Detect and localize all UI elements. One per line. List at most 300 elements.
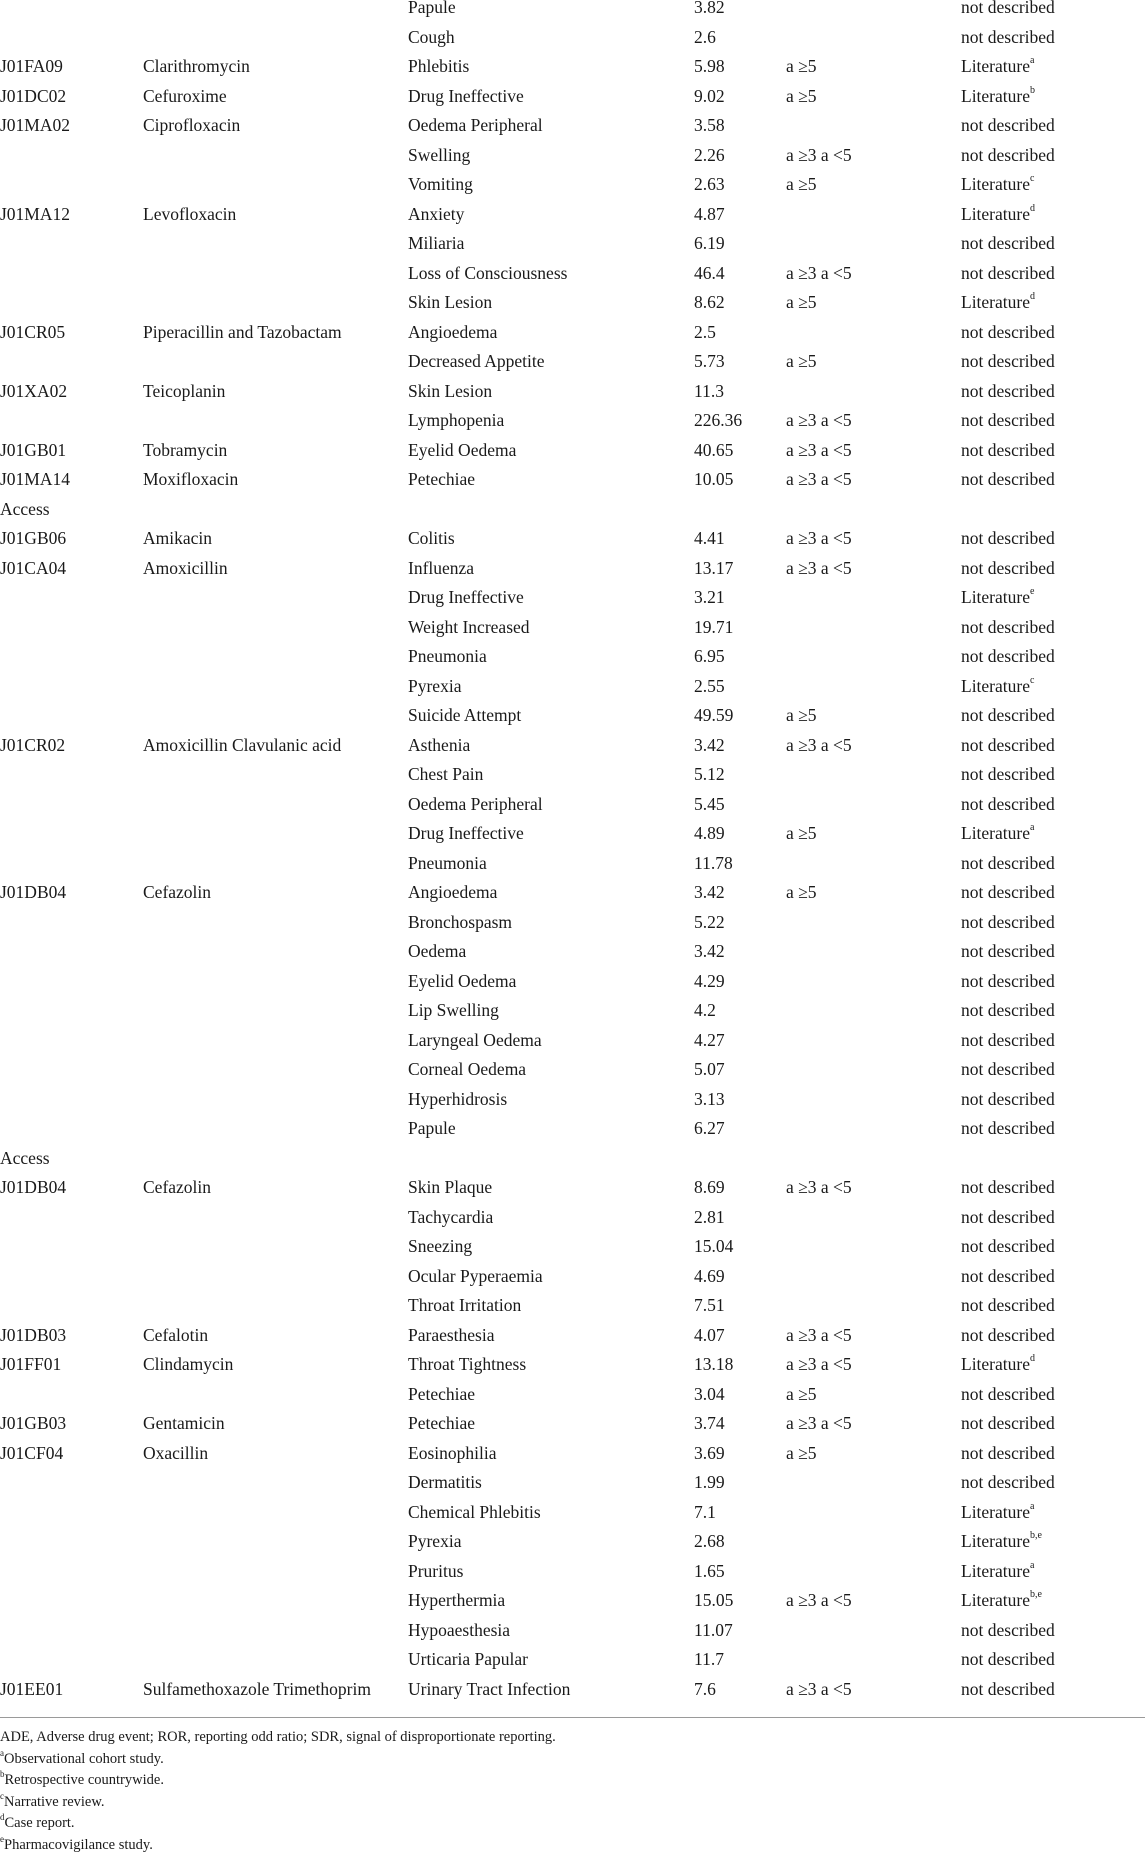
ror-value-cell: 5.22 (694, 912, 725, 932)
atc-code-cell: J01CR02 (0, 735, 65, 755)
adverse-event-cell: Vomiting (408, 174, 473, 194)
table-row (0, 590, 1145, 620)
reference-text: not described (961, 1236, 1055, 1256)
table-row (0, 1092, 1145, 1122)
drug-name-cell: Cefalotin (143, 1325, 208, 1345)
ror-value-cell: 19.71 (694, 617, 733, 637)
adverse-event-cell: Drug Ineffective (408, 823, 524, 843)
atc-code-cell: J01DB04 (0, 882, 66, 902)
reference-footnote-marker: c (1030, 675, 1034, 686)
table-row (0, 1298, 1145, 1328)
adverse-event-cell: Colitis (408, 528, 455, 548)
reference-text: not described (961, 705, 1055, 725)
sdr-cell: a ≥3 a <5 (786, 410, 852, 430)
adverse-event-cell: Swelling (408, 145, 470, 165)
adverse-event-cell: Pneumonia (408, 853, 487, 873)
adverse-event-cell: Ocular Pyperaemia (408, 1266, 543, 1286)
ror-value-cell: 3.69 (694, 1443, 725, 1463)
reference-cell (961, 1118, 1055, 1138)
reference-footnote-marker: a (1030, 1560, 1034, 1571)
table-row (0, 0, 1145, 30)
reference-cell (961, 676, 1034, 696)
ror-value-cell: 1.65 (694, 1561, 725, 1581)
reference-cell (961, 1177, 1055, 1197)
reference-text: not described (961, 617, 1055, 637)
reference-cell (961, 263, 1055, 283)
table-row (0, 1180, 1145, 1210)
table-row (0, 856, 1145, 886)
reference-text: not described (961, 1679, 1055, 1699)
ror-value-cell: 3.42 (694, 882, 725, 902)
adverse-event-cell: Phlebitis (408, 56, 469, 76)
reference-cell (961, 1502, 1034, 1522)
reference-text: not described (961, 764, 1055, 784)
reference-cell (961, 1207, 1055, 1227)
reference-text: not described (961, 233, 1055, 253)
sdr-cell: a ≥5 (786, 56, 817, 76)
adverse-event-cell: Influenza (408, 558, 474, 578)
atc-code-cell: J01DB03 (0, 1325, 66, 1345)
atc-code-cell: J01EE01 (0, 1679, 63, 1699)
reference-footnote-marker: a (1030, 55, 1034, 66)
ror-value-cell: 2.81 (694, 1207, 725, 1227)
ror-value-cell: 46.4 (694, 263, 725, 283)
ror-value-cell: 5.45 (694, 794, 725, 814)
reference-text: not described (961, 381, 1055, 401)
sdr-cell: a ≥5 (786, 1384, 817, 1404)
adverse-event-cell: Papule (408, 0, 456, 17)
reference-cell (961, 1649, 1055, 1669)
reference-text: not described (961, 1030, 1055, 1050)
footnote-line (0, 1749, 1145, 1771)
reference-text: Literature (961, 174, 1030, 194)
reference-cell (961, 1472, 1055, 1492)
table-row (0, 944, 1145, 974)
ror-value-cell: 2.5 (694, 322, 716, 342)
reference-cell (961, 27, 1055, 47)
reference-cell (961, 1030, 1055, 1050)
reference-cell (961, 971, 1055, 991)
reference-footnote-marker: c (1030, 173, 1034, 184)
ror-value-cell: 3.13 (694, 1089, 725, 1109)
table-row (0, 826, 1145, 856)
ror-value-cell: 1.99 (694, 1472, 725, 1492)
adverse-event-cell: Throat Irritation (408, 1295, 521, 1315)
reference-text: not described (961, 1089, 1055, 1109)
reference-cell (961, 204, 1035, 224)
adverse-event-cell: Angioedema (408, 322, 497, 342)
ror-value-cell: 2.26 (694, 145, 725, 165)
reference-cell (961, 1561, 1034, 1581)
reference-cell (961, 292, 1035, 312)
table-row (0, 649, 1145, 679)
atc-code-cell: J01GB03 (0, 1413, 66, 1433)
footnote-marker: a (0, 1748, 4, 1758)
reference-footnote-marker: d (1030, 1353, 1035, 1364)
reference-cell (961, 1531, 1042, 1551)
table-row (0, 1475, 1145, 1505)
table-row (0, 1062, 1145, 1092)
ror-value-cell: 40.65 (694, 440, 733, 460)
ror-value-cell: 8.62 (694, 292, 725, 312)
reference-cell (961, 617, 1055, 637)
reference-text: Literature (961, 1561, 1030, 1581)
atc-code-cell: J01DC02 (0, 86, 66, 106)
table-row (0, 1593, 1145, 1623)
adverse-event-cell: Petechiae (408, 469, 475, 489)
reference-cell (961, 322, 1055, 342)
sdr-cell: a ≥5 (786, 351, 817, 371)
reference-text: not described (961, 1207, 1055, 1227)
drug-name-cell: Moxifloxacin (143, 469, 238, 489)
reference-text: Literature (961, 1590, 1030, 1610)
sdr-cell: a ≥5 (786, 705, 817, 725)
atc-code-cell: J01GB01 (0, 440, 66, 460)
atc-code-cell: J01CF04 (0, 1443, 63, 1463)
table-row (0, 1387, 1145, 1417)
reference-cell (961, 1295, 1055, 1315)
reference-cell (961, 1325, 1055, 1345)
ror-value-cell: 15.04 (694, 1236, 733, 1256)
ror-value-cell: 9.02 (694, 86, 725, 106)
reference-footnote-marker: b,e (1030, 1530, 1042, 1541)
drug-name-cell: Sulfamethoxazole Trimethoprim (143, 1679, 371, 1699)
reference-cell (961, 528, 1055, 548)
table-footnotes (0, 1727, 1145, 1856)
ror-value-cell: 5.98 (694, 56, 725, 76)
adverse-event-cell: Bronchospasm (408, 912, 512, 932)
drug-name-cell: Cefazolin (143, 882, 211, 902)
drug-name-cell: Amoxicillin (143, 558, 228, 578)
reference-footnote-marker: b (1030, 85, 1035, 96)
ror-value-cell: 3.21 (694, 587, 725, 607)
atc-code-cell: J01CA04 (0, 558, 66, 578)
ror-value-cell: 4.27 (694, 1030, 725, 1050)
sdr-cell: a ≥3 a <5 (786, 528, 852, 548)
table-row (0, 295, 1145, 325)
table-row (0, 1652, 1145, 1682)
table-row (0, 472, 1145, 502)
footnote-line (0, 1813, 1145, 1835)
ror-value-cell: 6.27 (694, 1118, 725, 1138)
adverse-event-cell: Anxiety (408, 204, 464, 224)
footnote-line (0, 1835, 1145, 1856)
ror-value-cell: 4.2 (694, 1000, 716, 1020)
reference-text: Literature (961, 56, 1030, 76)
table-row (0, 1269, 1145, 1299)
reference-text: not described (961, 941, 1055, 961)
table-row (0, 443, 1145, 473)
reference-text: Literature (961, 587, 1030, 607)
adverse-event-cell: Eyelid Oedema (408, 440, 516, 460)
reference-cell (961, 440, 1055, 460)
adverse-event-cell: Eosinophilia (408, 1443, 496, 1463)
ror-value-cell: 3.42 (694, 941, 725, 961)
adverse-event-cell: Paraesthesia (408, 1325, 495, 1345)
reference-text: Literature (961, 292, 1030, 312)
reference-text: not described (961, 469, 1055, 489)
reference-text: not described (961, 1295, 1055, 1315)
table-row (0, 148, 1145, 178)
reference-cell (961, 56, 1034, 76)
table-row (0, 738, 1145, 768)
reference-cell (961, 1443, 1055, 1463)
reference-text: not described (961, 1384, 1055, 1404)
reference-text: not described (961, 410, 1055, 430)
adverse-event-cell: Drug Ineffective (408, 587, 524, 607)
drug-name-cell: Tobramycin (143, 440, 227, 460)
reference-cell (961, 1384, 1055, 1404)
reference-text: not described (961, 794, 1055, 814)
reference-text: not described (961, 1118, 1055, 1138)
drug-name-cell: Teicoplanin (143, 381, 225, 401)
reference-cell (961, 823, 1034, 843)
table-row (0, 708, 1145, 738)
footnote-line (0, 1770, 1145, 1792)
adverse-event-cell: Cough (408, 27, 455, 47)
footnote-text: Retrospective countrywide. (5, 1772, 164, 1788)
adverse-event-cell: Eyelid Oedema (408, 971, 516, 991)
adverse-event-cell: Urinary Tract Infection (408, 1679, 570, 1699)
table-row (0, 531, 1145, 561)
reference-cell (961, 853, 1055, 873)
table-row (0, 1446, 1145, 1476)
footnote-text: Case report. (5, 1815, 75, 1831)
reference-text: not described (961, 528, 1055, 548)
reference-text: not described (961, 351, 1055, 371)
atc-code-cell: J01FF01 (0, 1354, 61, 1374)
reference-text: not described (961, 1472, 1055, 1492)
ror-value-cell: 4.07 (694, 1325, 725, 1345)
adverse-event-cell: Laryngeal Oedema (408, 1030, 542, 1050)
sdr-cell: a ≥3 a <5 (786, 1325, 852, 1345)
adverse-event-cell: Suicide Attempt (408, 705, 521, 725)
table-row (0, 89, 1145, 119)
reference-cell (961, 1266, 1055, 1286)
adverse-event-cell: Lip Swelling (408, 1000, 499, 1020)
adverse-event-cell: Tachycardia (408, 1207, 493, 1227)
sdr-cell: a ≥3 a <5 (786, 263, 852, 283)
atc-code-cell: J01CR05 (0, 322, 65, 342)
table-row (0, 266, 1145, 296)
reference-text: not described (961, 145, 1055, 165)
reference-cell (961, 1413, 1055, 1433)
reference-text: not described (961, 322, 1055, 342)
table-row (0, 1357, 1145, 1387)
ror-value-cell: 10.05 (694, 469, 733, 489)
reference-cell (961, 1679, 1055, 1699)
drug-name-cell: Gentamicin (143, 1413, 225, 1433)
adverse-event-cell: Lymphopenia (408, 410, 504, 430)
footnote-marker: b (0, 1769, 5, 1779)
drug-name-cell: Amoxicillin Clavulanic acid (143, 735, 341, 755)
table-divider (0, 1717, 1145, 1718)
adverse-event-cell: Urticaria Papular (408, 1649, 528, 1669)
adverse-event-cell: Skin Plaque (408, 1177, 492, 1197)
adverse-event-cell: Chemical Phlebitis (408, 1502, 541, 1522)
table-row (0, 207, 1145, 237)
ror-value-cell: 3.04 (694, 1384, 725, 1404)
ror-value-cell: 4.29 (694, 971, 725, 991)
footnote-text: Observational cohort study. (4, 1751, 164, 1767)
atc-code-cell: J01MA14 (0, 469, 70, 489)
reference-cell (961, 1620, 1055, 1640)
table-row (0, 767, 1145, 797)
table-row (0, 1003, 1145, 1033)
adverse-event-cell: Hypoaesthesia (408, 1620, 510, 1640)
adverse-event-cell: Papule (408, 1118, 456, 1138)
ror-value-cell: 4.41 (694, 528, 725, 548)
reference-cell (961, 86, 1035, 106)
ror-value-cell: 7.51 (694, 1295, 725, 1315)
ror-value-cell: 226.36 (694, 410, 742, 430)
reference-text: not described (961, 1000, 1055, 1020)
adverse-event-cell: Skin Lesion (408, 292, 492, 312)
table-row (0, 1210, 1145, 1240)
table-row (0, 1623, 1145, 1653)
reference-cell (961, 174, 1034, 194)
reference-text: not described (961, 882, 1055, 902)
atc-code-cell: J01XA02 (0, 381, 67, 401)
reference-cell (961, 1000, 1055, 1020)
sdr-cell: a ≥3 a <5 (786, 1413, 852, 1433)
reference-cell (961, 646, 1055, 666)
footnote-line (0, 1727, 1145, 1749)
atc-code-cell: J01FA09 (0, 56, 63, 76)
reference-text: not described (961, 0, 1055, 17)
adverse-event-cell: Corneal Oedema (408, 1059, 526, 1079)
ror-value-cell: 3.58 (694, 115, 725, 135)
adverse-event-cell: Pneumonia (408, 646, 487, 666)
atc-code-cell: J01MA02 (0, 115, 70, 135)
table-row (0, 679, 1145, 709)
ror-value-cell: 4.87 (694, 204, 725, 224)
reference-cell (961, 233, 1055, 253)
ror-value-cell: 5.12 (694, 764, 725, 784)
reference-text: Literature (961, 1502, 1030, 1522)
reference-text: not described (961, 1325, 1055, 1345)
table-row (0, 1033, 1145, 1063)
reference-cell (961, 794, 1055, 814)
table-row (0, 1534, 1145, 1564)
ror-value-cell: 11.3 (694, 381, 724, 401)
sdr-cell: a ≥3 a <5 (786, 1177, 852, 1197)
ror-value-cell: 2.6 (694, 27, 716, 47)
sdr-cell: a ≥3 a <5 (786, 1590, 852, 1610)
table-row (0, 118, 1145, 148)
section-label: Access (0, 499, 50, 519)
adverse-event-cell: Petechiae (408, 1384, 475, 1404)
reference-footnote-marker: a (1030, 1501, 1034, 1512)
reference-cell (961, 1059, 1055, 1079)
drug-name-cell: Oxacillin (143, 1443, 208, 1463)
section-header-row (0, 1151, 1145, 1181)
table-row (0, 413, 1145, 443)
ror-value-cell: 2.55 (694, 676, 725, 696)
reference-cell (961, 469, 1055, 489)
adverse-event-cell: Hyperthermia (408, 1590, 505, 1610)
adverse-event-cell: Chest Pain (408, 764, 483, 784)
ror-value-cell: 11.7 (694, 1649, 724, 1669)
reference-cell (961, 735, 1055, 755)
sdr-cell: a ≥3 a <5 (786, 145, 852, 165)
adverse-event-cell: Oedema Peripheral (408, 794, 543, 814)
ror-value-cell: 13.17 (694, 558, 733, 578)
adverse-event-cell: Loss of Consciousness (408, 263, 567, 283)
drug-name-cell: Cefazolin (143, 1177, 211, 1197)
table-row (0, 59, 1145, 89)
reference-text: not described (961, 735, 1055, 755)
adverse-event-cell: Angioedema (408, 882, 497, 902)
table-row (0, 561, 1145, 591)
adverse-event-cell: Miliaria (408, 233, 464, 253)
reference-cell (961, 941, 1055, 961)
table-row (0, 30, 1145, 60)
drug-name-cell: Cefuroxime (143, 86, 227, 106)
table-row (0, 1239, 1145, 1269)
adverse-event-cell: Sneezing (408, 1236, 472, 1256)
reference-text: not described (961, 853, 1055, 873)
ror-value-cell: 8.69 (694, 1177, 725, 1197)
reference-text: Literature (961, 86, 1030, 106)
ror-value-cell: 11.78 (694, 853, 733, 873)
footnote-marker: d (0, 1812, 5, 1822)
ror-value-cell: 6.95 (694, 646, 725, 666)
drug-name-cell: Levofloxacin (143, 204, 236, 224)
sdr-cell: a ≥3 a <5 (786, 469, 852, 489)
drug-name-cell: Piperacillin and Tazobactam (143, 322, 342, 342)
sdr-cell: a ≥5 (786, 174, 817, 194)
table-row (0, 1328, 1145, 1358)
reference-cell (961, 351, 1055, 371)
reference-text: not described (961, 1443, 1055, 1463)
table-row (0, 1121, 1145, 1151)
reference-text: not described (961, 646, 1055, 666)
adverse-event-cell: Dermatitis (408, 1472, 482, 1492)
reference-footnote-marker: d (1030, 291, 1035, 302)
reference-text: not described (961, 971, 1055, 991)
reference-text: Literature (961, 823, 1030, 843)
atc-code-cell: J01DB04 (0, 1177, 66, 1197)
reference-cell (961, 558, 1055, 578)
adverse-event-cell: Decreased Appetite (408, 351, 545, 371)
table-row (0, 1564, 1145, 1594)
footnote-text: Narrative review. (4, 1794, 105, 1810)
footnote-line (0, 1792, 1145, 1814)
adverse-event-cell: Pruritus (408, 1561, 463, 1581)
adverse-event-cell: Oedema Peripheral (408, 115, 543, 135)
reference-text: Literature (961, 1354, 1030, 1374)
table-row (0, 797, 1145, 827)
reference-cell (961, 1236, 1055, 1256)
adverse-event-cell: Pyrexia (408, 1531, 461, 1551)
drug-name-cell: Clarithromycin (143, 56, 250, 76)
ror-value-cell: 4.69 (694, 1266, 725, 1286)
reference-text: not described (961, 1620, 1055, 1640)
reference-text: not described (961, 1266, 1055, 1286)
reference-cell (961, 882, 1055, 902)
adverse-event-cell: Throat Tightness (408, 1354, 526, 1374)
reference-footnote-marker: d (1030, 203, 1035, 214)
table-row (0, 1682, 1145, 1712)
adverse-event-cell: Oedema (408, 941, 466, 961)
reference-cell (961, 1089, 1055, 1109)
reference-text: not described (961, 27, 1055, 47)
reference-text: not described (961, 1413, 1055, 1433)
ror-value-cell: 13.18 (694, 1354, 733, 1374)
reference-text: not described (961, 1177, 1055, 1197)
reference-footnote-marker: a (1030, 822, 1034, 833)
